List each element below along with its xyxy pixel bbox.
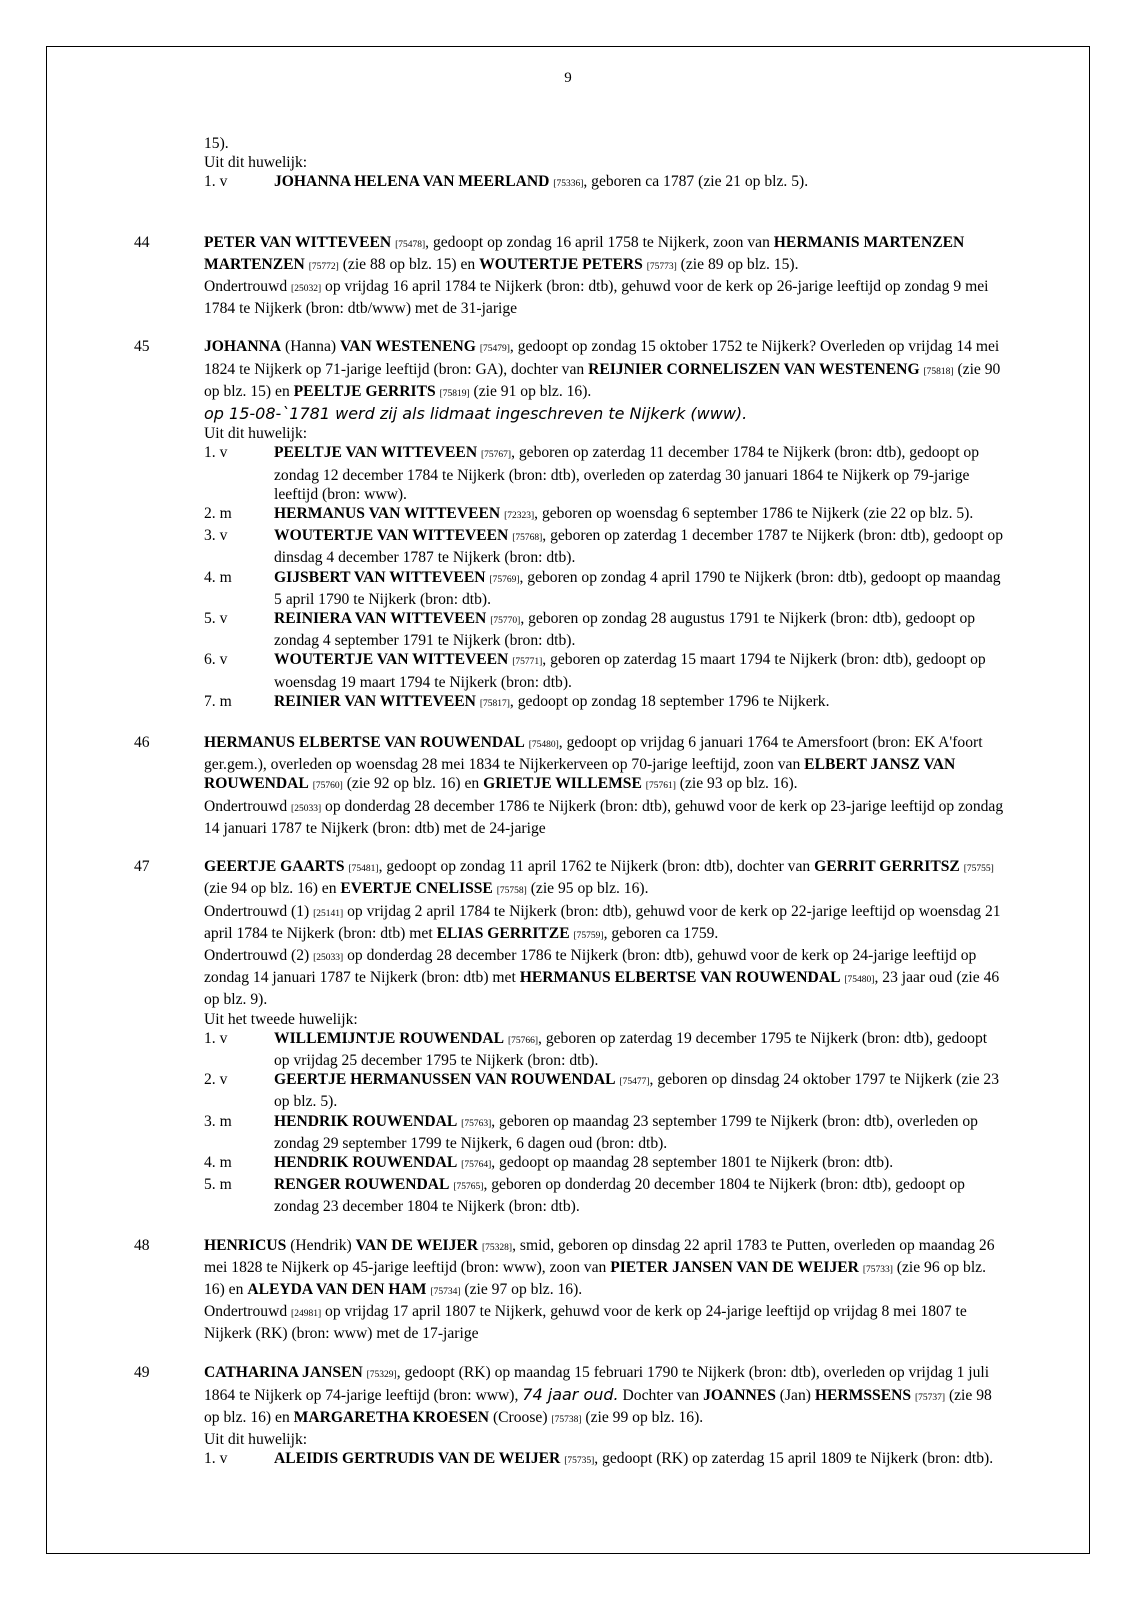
text-run: (Hendrik) — [286, 1236, 356, 1254]
text-run: , 23 jaar oud (zie 46 op blz. 9). — [204, 969, 1000, 1009]
text-run: , gedoopt (RK) op zaterdag 15 april 1809 te Nijkerk (bron: dtb). — [594, 1450, 994, 1468]
text-run: (zie 93 op blz. 16). — [675, 775, 798, 793]
person-name: GERRIT GERRITSZ — [814, 858, 960, 876]
document-body — [134, 134, 1004, 1491]
entry-number: 45 — [134, 338, 150, 356]
text-run: (zie 99 op blz. 16). — [581, 1408, 704, 1426]
person-name: JOHANNA — [204, 338, 282, 356]
person-name: HERMANUS VAN WITTEVEEN — [274, 505, 501, 523]
text-run: , gedoopt (RK) op maandag 15 februari 1790 te Nijkerk (bron: dtb), overleden op vrijdag 1 juli 1864 te Nijkerk op 74-jarige leeftijd (bron: www), — [204, 1363, 990, 1404]
child-entry — [204, 1070, 1004, 1111]
record-id: [75328] — [482, 1242, 513, 1253]
text-run: op vrijdag 2 april 1784 te Nijkerk (bron: dtb), gehuwd voor de kerk op 22-jarige leeftijd op woensdag 21 april 1784 te Nijkerk (bron: dtb) met — [204, 902, 1001, 942]
text-run: , geboren op zondag 28 augustus 1791 te Nijkerk (bron: dtb), gedoopt op zondag 4 september 1791 te Nijkerk (bron: dtb). — [274, 610, 976, 650]
child-entry — [204, 1449, 1004, 1471]
text-run: , geboren op dinsdag 24 oktober 1797 te Nijkerk (zie 23 op blz. 5). — [274, 1071, 1000, 1111]
record-id: [75818] — [923, 366, 954, 377]
paragraph — [204, 233, 1004, 277]
record-id: [75768] — [512, 533, 543, 544]
person-name: REIJNIER CORNELISZEN VAN WESTENENG — [588, 360, 920, 378]
person-name: GRIETJE WILLEMSE — [483, 775, 642, 793]
text-run: Ondertrouwd — [204, 797, 292, 815]
record-id: [75737] — [914, 1392, 946, 1403]
person-name: PETER VAN WITTEVEEN — [204, 233, 392, 251]
genealogy-entry — [134, 733, 1004, 838]
text-run: (Hanna) — [281, 338, 340, 356]
text-run: , geboren op zaterdag 19 december 1795 te Nijkerk (bron: dtb), gedoopt op vrijdag 25 december 1795 te Nijkerk (bron: dtb). — [274, 1029, 988, 1069]
record-id: [75738] — [551, 1414, 582, 1425]
child-entry — [204, 1153, 1004, 1175]
text-run: , geboren op maandag 23 september 1799 te Nijkerk (bron: dtb), overleden op zondag 29 september 1799 te Nijkerk, 6 dagen oud (bron: dtb). — [274, 1112, 978, 1152]
text-run: (zie 97 op blz. 16). — [460, 1280, 583, 1298]
text-run: Uit dit huwelijk: — [204, 154, 308, 172]
record-id: [75770] — [490, 616, 521, 627]
paragraph — [204, 1010, 1004, 1029]
text-run: (zie 92 op blz. 16) en — [342, 775, 484, 793]
record-id: [75759] — [573, 930, 604, 941]
person-name: RENGER ROUWENDAL — [274, 1176, 450, 1194]
text-run: , geboren op donderdag 20 december 1804 te Nijkerk (bron: dtb), gedoopt op zondag 23 december 1804 te Nijkerk (bron: dtb). — [274, 1176, 965, 1216]
record-id: [75755] — [963, 864, 994, 875]
child-entry — [204, 1029, 1004, 1070]
person-name: REINIERA VAN WITTEVEEN — [274, 610, 487, 628]
record-id: [75733] — [862, 1264, 893, 1275]
continuation-block — [134, 134, 1004, 195]
paragraph — [204, 337, 1004, 404]
record-id: [75758] — [496, 886, 527, 897]
person-name: GEERTJE HERMANUSSEN VAN ROUWENDAL — [274, 1071, 616, 1089]
record-id: [25033] — [291, 803, 322, 814]
record-id: [75481] — [348, 864, 379, 875]
record-id: [75766] — [507, 1035, 539, 1046]
text-run: op vrijdag 17 april 1807 te Nijkerk, gehuwd voor de kerk op 24-jarige leeftijd op vrijdag 8 mei 1807 te Nijkerk (RK) (bron: www) met de 17-jarige — [204, 1303, 967, 1343]
child-index: 4. m — [204, 1153, 232, 1171]
child-entry — [204, 568, 1004, 609]
child-index: 5. m — [204, 1176, 232, 1194]
text-run: (zie 95 op blz. 16). — [526, 880, 649, 898]
record-id: [75735] — [564, 1456, 595, 1467]
child-entry — [204, 692, 1004, 714]
paragraph — [204, 902, 1004, 946]
record-id: [75819] — [439, 388, 470, 399]
child-index: 2. m — [204, 505, 232, 523]
record-id: [24981] — [291, 1309, 322, 1320]
paragraph — [204, 946, 1004, 1010]
person-name: ALEYDA VAN DEN HAM — [247, 1280, 427, 1298]
text-run: op donderdag 28 december 1786 te Nijkerk (bron: dtb), gehuwd voor de kerk op 23-jarige leeftijd op zondag 14 januari 1787 te Nijkerk (bron: dtb) met de 24-jarige — [204, 797, 1004, 837]
text-run: Uit het tweede huwelijk: — [204, 1010, 358, 1028]
text-run: Ondertrouwd (1) — [204, 902, 314, 920]
child-text — [274, 1071, 999, 1110]
record-id: [75336] — [553, 179, 584, 190]
child-text — [274, 173, 808, 190]
text-run: , gedoopt op zondag 15 oktober 1752 te Nijkerk? Overleden op vrijdag 14 mei 1824 te Nijkerk op 71-jarige leeftijd (bron: GA), dochter van — [204, 338, 1000, 378]
text-run: Ondertrouwd (2) — [204, 946, 314, 964]
text-run: , gedoopt op zondag 11 april 1762 te Nijkerk (bron: dtb), dochter van — [378, 858, 815, 876]
record-id: [25141] — [313, 908, 344, 919]
text-run: Ondertrouwd — [204, 278, 292, 296]
person-name: WILLEMIJNTJE ROUWENDAL — [274, 1029, 505, 1047]
record-id: [75817] — [479, 698, 510, 709]
text-run: (Croose) — [489, 1408, 552, 1426]
record-id: [75771] — [512, 657, 543, 668]
paragraph — [204, 404, 1004, 424]
text-run: Uit dit huwelijk: — [204, 425, 308, 443]
record-id: [75772] — [308, 261, 339, 272]
record-id: [75765] — [453, 1182, 484, 1193]
text-run: Ondertrouwd — [204, 1303, 292, 1321]
person-name: JOHANNA HELENA VAN MEERLAND — [274, 173, 550, 191]
entry-number: 46 — [134, 734, 150, 752]
record-id: [25032] — [291, 284, 322, 295]
paragraph — [204, 1363, 1004, 1431]
child-index: 3. m — [204, 1112, 232, 1130]
record-id: [75478] — [395, 239, 426, 250]
text-run: 15). — [204, 135, 229, 152]
person-name: HERMANUS ELBERTSE VAN ROUWENDAL — [204, 734, 525, 752]
person-name: WOUTERTJE PETERS — [479, 255, 643, 273]
text-run: , geboren op woensdag 6 september 1786 te Nijkerk (zie 22 op blz. 5). — [534, 505, 974, 523]
child-entry — [204, 1175, 1004, 1216]
record-id: [72323] — [504, 511, 535, 522]
child-index: 4. m — [204, 568, 232, 586]
child-index: 5. v — [204, 610, 228, 628]
text-run: op vrijdag 16 april 1784 te Nijkerk (bron: dtb), gehuwd voor de kerk op 26-jarige leeftijd op zondag 9 mei 1784 te Nijkerk (bron: dtb/www) met de 31-jarige — [204, 278, 989, 318]
child-entry — [204, 609, 1004, 650]
text-run: , geboren op zaterdag 15 maart 1794 te Nijkerk (bron: dtb), gedoopt op woensdag 19 maart 1794 te Nijkerk (bron: dtb). — [274, 651, 986, 691]
child-entry — [204, 650, 1004, 691]
genealogy-entry — [134, 1236, 1004, 1344]
record-id: [75767] — [481, 450, 512, 461]
text-run: , gedoopt op zondag 16 april 1758 te Nijkerk, zoon van — [425, 233, 774, 251]
record-id: [75769] — [489, 574, 520, 585]
person-name: HENDRIK ROUWENDAL — [274, 1112, 458, 1130]
child-text — [274, 444, 979, 502]
child-index: 1. v — [204, 444, 228, 462]
person-name: MARGARETHA KROESEN — [293, 1408, 490, 1426]
person-name: WOUTERTJE VAN WITTEVEEN — [274, 527, 509, 545]
paragraph — [204, 153, 1004, 172]
record-id: [75480] — [528, 740, 559, 751]
person-name: HERMSSENS — [814, 1386, 912, 1404]
paragraph — [204, 1236, 1004, 1303]
text-run: (zie 90 op blz. 15) en — [204, 360, 1001, 400]
handwritten-note: 74 jaar oud. — [522, 1384, 619, 1404]
person-name: VAN WESTENENG — [340, 338, 476, 356]
record-id: [75734] — [430, 1286, 461, 1297]
child-index: 6. v — [204, 651, 228, 669]
person-name: ELBERT JANSZ VAN ROUWENDAL — [204, 756, 956, 793]
paragraph — [204, 134, 1004, 153]
child-index: 1. v — [204, 1450, 228, 1468]
paragraph — [204, 857, 1004, 901]
person-name: VAN DE WEIJER — [355, 1236, 479, 1254]
person-name: ELIAS GERRITZE — [436, 924, 570, 942]
person-name: HENDRIK ROUWENDAL — [274, 1153, 458, 1171]
child-text — [274, 569, 1001, 608]
child-text — [274, 651, 986, 690]
child-entry — [204, 504, 1004, 526]
paragraph — [204, 1430, 1004, 1449]
text-run: (zie 91 op blz. 16). — [469, 382, 592, 400]
child-index: 1. v — [204, 1029, 228, 1047]
paragraph — [204, 424, 1004, 443]
person-name: GEERTJE GAARTS — [204, 858, 345, 876]
record-id: [75764] — [461, 1159, 492, 1170]
text-run: (zie 96 op blz. 16) en — [204, 1258, 986, 1298]
child-text — [274, 1450, 993, 1467]
child-index: 3. v — [204, 527, 228, 545]
child-entry — [204, 526, 1004, 567]
child-text — [274, 1113, 978, 1152]
entry-number: 48 — [134, 1236, 150, 1254]
paragraph — [204, 277, 1004, 318]
text-run: (Jan) — [775, 1386, 815, 1404]
entry-number: 44 — [134, 233, 150, 251]
child-text — [274, 527, 1003, 566]
person-name: EVERTJE CNELISSE — [340, 880, 493, 898]
text-run: (zie 98 op blz. 16) en — [204, 1386, 992, 1426]
genealogy-entry — [134, 857, 1004, 1216]
paragraph — [204, 733, 1004, 797]
text-run: , geboren op zaterdag 11 december 1784 te Nijkerk (bron: dtb), gedoopt op zondag 12 december 1784 te Nijkerk (bron: dtb), overleden op zaterdag 30 januari 1864 te Nijkerk op 79-jarige leeftijd (bron: www). — [274, 444, 980, 503]
child-text — [274, 1030, 987, 1069]
genealogy-entry — [134, 1363, 1004, 1472]
record-id: [75773] — [646, 261, 677, 272]
text-run: , smid, geboren op dinsdag 22 april 1783 te Putten, overleden op maandag 26 mei 1828 te Nijkerk op 45-jarige leeftijd (bron: www), zoon van — [204, 1236, 995, 1276]
person-name: WOUTERTJE VAN WITTEVEEN — [274, 651, 509, 669]
genealogy-entry — [134, 233, 1004, 319]
record-id: [75763] — [461, 1118, 492, 1129]
person-name: CATHARINA JANSEN — [204, 1363, 363, 1381]
record-id: [75761] — [645, 781, 676, 792]
paragraph — [204, 797, 1004, 838]
record-id: [25033] — [313, 952, 344, 963]
child-index: 2. v — [204, 1071, 228, 1089]
person-name: PEELTJE GERRITS — [293, 382, 436, 400]
handwritten-note: op 15-08-`1781 werd zij als lidmaat ingeschreven te Nijkerk (www). — [204, 404, 748, 424]
text-run: , gedoopt op maandag 28 september 1801 te Nijkerk (bron: dtb). — [491, 1153, 894, 1171]
person-name: HERMANIS MARTENZEN MARTENZEN — [204, 233, 965, 273]
record-id: [75480] — [844, 975, 875, 986]
text-run: Dochter van — [618, 1386, 704, 1404]
person-name: ALEIDIS GERTRUDIS VAN DE WEIJER — [274, 1450, 561, 1468]
child-text — [274, 1154, 893, 1171]
person-name: REINIER VAN WITTEVEEN — [274, 692, 476, 710]
genealogy-entry — [134, 337, 1004, 714]
child-text — [274, 693, 830, 710]
text-run: , gedoopt op zondag 18 september 1796 te Nijkerk. — [509, 692, 830, 710]
child-text — [274, 610, 975, 649]
text-run: , geboren op zaterdag 1 december 1787 te Nijkerk (bron: dtb), gedoopt op dinsdag 4 december 1787 te Nijkerk (bron: dtb). — [274, 527, 1004, 567]
page-number: 9 — [564, 70, 572, 86]
text-run: , gedoopt op vrijdag 6 januari 1764 te Amersfoort (bron: EK A'foort ger.gem.), overleden op woensdag 28 mei 1834 te Nijkerkerveen op 70-jarige leeftijd, zoon van — [204, 734, 983, 774]
person-name: PIETER JANSEN VAN DE WEIJER — [610, 1258, 859, 1276]
person-name: HENRICUS — [204, 1236, 287, 1254]
text-run: , geboren ca 1787 (zie 21 op blz. 5). — [583, 173, 809, 191]
child-index: 1. v — [204, 173, 228, 191]
entry-number: 49 — [134, 1363, 150, 1381]
record-id: [75479] — [479, 344, 510, 355]
child-entry — [204, 172, 1004, 194]
child-index: 7. m — [204, 692, 232, 710]
child-entry — [204, 443, 1004, 504]
record-id: [75760] — [312, 781, 343, 792]
text-run: , geboren op zondag 4 april 1790 te Nijkerk (bron: dtb), gedoopt op maandag 5 april 1790 te Nijkerk (bron: dtb). — [274, 568, 1001, 608]
text-run: (zie 88 op blz. 15) en — [338, 255, 480, 273]
child-text — [274, 1176, 965, 1215]
record-id: [75329] — [366, 1369, 397, 1380]
person-name: GIJSBERT VAN WITTEVEEN — [274, 568, 486, 586]
child-text — [274, 505, 973, 522]
text-run: Uit dit huwelijk: — [204, 1431, 308, 1449]
person-name: PEELTJE VAN WITTEVEEN — [274, 444, 478, 462]
text-run: , geboren ca 1759. — [603, 924, 719, 942]
entry-number: 47 — [134, 858, 150, 876]
child-entry — [204, 1112, 1004, 1153]
text-run: op donderdag 28 december 1786 te Nijkerk (bron: dtb), gehuwd voor de kerk op 24-jarige leeftijd op zondag 14 januari 1787 te Nijkerk (bron: dtb) met — [204, 946, 977, 987]
text-run: (zie 94 op blz. 16) en — [204, 880, 341, 898]
person-name: JOANNES — [703, 1386, 776, 1404]
person-name: HERMANUS ELBERTSE VAN ROUWENDAL — [519, 969, 841, 987]
record-id: [75477] — [619, 1077, 650, 1088]
paragraph — [204, 1302, 1004, 1343]
text-run: (zie 89 op blz. 15). — [676, 255, 799, 273]
